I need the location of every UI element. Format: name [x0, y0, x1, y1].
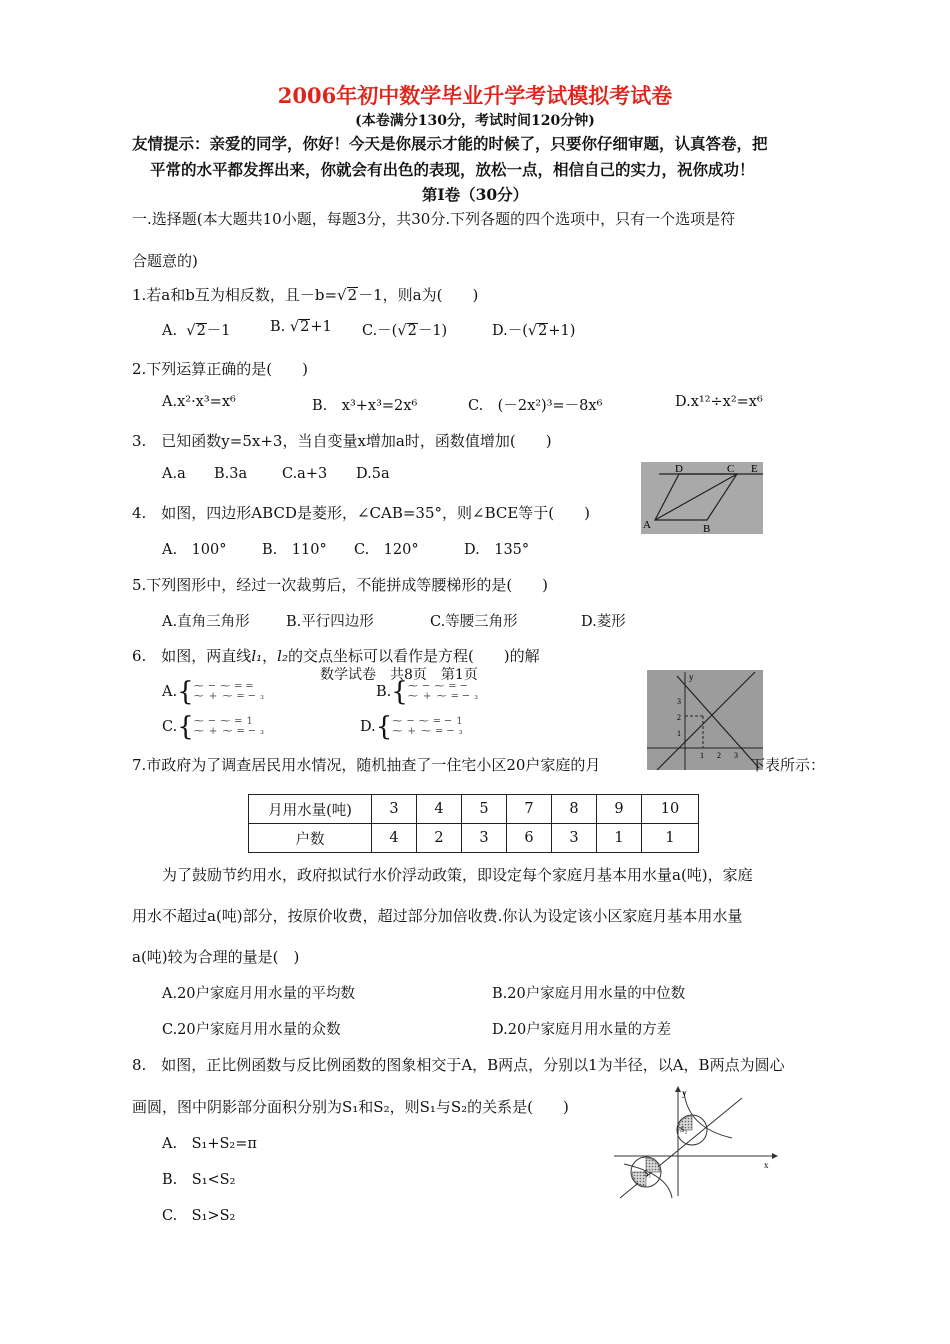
q3-option-b[interactable]: B.3a	[214, 466, 248, 482]
q6-stem	[132, 645, 540, 666]
q8-option-a[interactable]: A. S₁+S₂=π	[162, 1136, 257, 1152]
q1-option-c-root: 2	[407, 323, 417, 339]
page-title: 2006年初中数学毕业升学考试模拟考试卷	[277, 83, 673, 108]
q8-option-b[interactable]: B. S₁<S₂	[162, 1172, 236, 1188]
table-cell: 1	[597, 824, 642, 853]
tip-line-2: 平常的水平都发挥出来，你就会有出色的表现，放松一点，相信自己的实力，祝你成功！	[150, 160, 755, 179]
table-cell: 6	[507, 824, 552, 853]
two-lines-figure	[647, 670, 763, 770]
table-cell: 3	[372, 795, 417, 824]
q6-stem-a: 6. 如图，两直线	[132, 647, 252, 665]
q7-option-c[interactable]: C.20户家庭月用水量的众数	[162, 1022, 341, 1038]
tick-y3: 3	[677, 697, 681, 706]
q5-stem: 5.下列图形中，经过一次裁剪后，不能拼成等腰梯形的是( )	[132, 576, 549, 594]
instructions-line-1: 一.选择题(本大题共10小题，每题3分，共30分.下列各题的四个选项中，只有一个选项是符	[132, 210, 736, 228]
water-usage-table	[248, 794, 699, 853]
q4-option-b[interactable]: B. 110°	[262, 542, 327, 558]
instructions-line-2: 合题意的)	[132, 252, 198, 270]
figure-background	[647, 670, 763, 770]
q6-option-b[interactable]	[376, 679, 479, 705]
q1-stem-b: －1，则a为( )	[358, 286, 479, 304]
q7-option-a[interactable]: A.20户家庭月用水量的平均数	[162, 986, 356, 1002]
label-s2: S₂	[680, 1125, 688, 1134]
q6-option-c[interactable]	[162, 714, 265, 740]
brace-icon: {	[177, 712, 194, 742]
q1-option-b-root: 2	[300, 319, 310, 335]
table-row	[249, 795, 699, 824]
line-l2-label: l₂	[277, 647, 288, 665]
q1-option-d-rest: +1)	[548, 323, 576, 339]
table-cell: 5	[462, 795, 507, 824]
q1-root: 2	[347, 286, 358, 304]
q2-option-a[interactable]: A.x²·x³=x⁶	[162, 394, 236, 410]
table-cell: 9	[597, 795, 642, 824]
q7-para-3: a(吨)较为合理的量是( )	[132, 948, 300, 966]
q4-stem: 4. 如图，四边形ABCD是菱形，∠CAB=35°，则∠BCE等于( )	[132, 504, 591, 522]
q7-para-1: 为了鼓励节约用水，政府拟试行水价浮动政策，即设定每个家庭月基本用水量a(吨)，家庭	[162, 866, 753, 884]
rhombus-figure	[641, 462, 763, 534]
axis-y-label: y	[689, 672, 694, 682]
tick-x2: 2	[717, 751, 721, 760]
q8-stem-1: 8. 如图，正比例函数与反比例函数的图象相交于A，B两点，分别以1为半径，以A，B两点为圆心	[132, 1056, 785, 1074]
exam-info: (本卷满分130分，考试时间120分钟)	[355, 113, 595, 129]
q1-option-c-rest: －1)	[417, 323, 448, 339]
section-heading: 第Ⅰ卷（30分）	[421, 185, 529, 204]
figure-background	[641, 462, 763, 534]
line-l1-label: l₁	[251, 647, 263, 665]
equation-system-icon: ⁓ ─ ⁓ ═ ─ 1 ⁓ + ⁓ ═ ─ ₃	[392, 716, 464, 737]
brace-icon: {	[177, 677, 194, 707]
q2-stem: 2.下列运算正确的是( )	[132, 360, 309, 378]
q1-option-d[interactable]: D.－(√2+1)	[492, 323, 576, 339]
axis-x-label: x	[764, 1160, 769, 1170]
table-cell: 8	[552, 795, 597, 824]
q1-option-d-label: D.－(	[492, 323, 528, 339]
q8-stem-2: 画圆，图中阴影部分面积分别为S₁和S₂，则S₁与S₂的关系是( )	[132, 1098, 569, 1116]
table-cell: 10	[642, 795, 699, 824]
axis-y-label: y	[682, 1088, 687, 1098]
q1-option-c[interactable]: C.－(√2－1)	[362, 323, 448, 339]
q1-option-a[interactable]: A. √2－1	[162, 323, 231, 339]
label-a: A	[643, 519, 651, 531]
label-d: D	[675, 463, 683, 475]
q4-option-d[interactable]: D. 135°	[464, 542, 530, 558]
q2-option-b[interactable]: B. x³+x³=2x⁶	[312, 398, 418, 414]
q1-option-b-rest: +1	[310, 319, 332, 335]
q7-stem-a: 7.市政府为了调查居民用水情况，随机抽查了一住宅小区20户家庭的月	[132, 756, 601, 774]
q1-option-a-rest: －1	[206, 323, 231, 339]
table-cell: 4	[417, 795, 462, 824]
tick-x1: 1	[700, 751, 704, 760]
q6-option-b-label: B.	[376, 684, 392, 700]
label-s1: S₁	[644, 1169, 652, 1178]
brace-icon: {	[391, 677, 408, 707]
q3-option-a[interactable]: A.a	[162, 466, 186, 482]
sqrt-symbol: √	[337, 286, 347, 304]
q8-option-c[interactable]: C. S₁>S₂	[162, 1208, 236, 1224]
row-header: 户数	[249, 824, 372, 853]
q6-option-c-label: C.	[162, 719, 178, 735]
q2-option-c[interactable]: C. (－2x²)³=－8x⁶	[468, 398, 603, 414]
q6-option-a-label: A.	[162, 684, 178, 700]
table-cell: 4	[372, 824, 417, 853]
q6-comma: ，	[262, 647, 278, 665]
q1-option-d-root: 2	[538, 323, 548, 339]
q3-option-d[interactable]: D.5a	[356, 466, 390, 482]
tick-y1: 1	[677, 729, 681, 738]
equation-system-icon: ⁓ ─ ⁓ ═ 1 ⁓ + ⁓ ═ ─ ₃	[193, 716, 266, 737]
equation-system-icon: ⁓ ─ ⁓ ═ ═ ⁓ + ⁓ ═ ─ ₃	[193, 681, 265, 702]
q1-option-b[interactable]: B. √2+1	[270, 319, 332, 335]
q1-option-a-label: A.	[162, 323, 178, 339]
table-cell: 7	[507, 795, 552, 824]
q5-option-d[interactable]: D.菱形	[581, 614, 626, 630]
q2-option-d[interactable]: D.x¹²÷x²=x⁶	[675, 394, 763, 410]
q6-stem-b: 的交点坐标可以看作是方程( )的解	[287, 647, 540, 665]
table-cell: 3	[552, 824, 597, 853]
row-header: 月用水量(吨)	[249, 795, 372, 824]
table-cell: 1	[642, 824, 699, 853]
q7-para-2: 用水不超过a(吨)部分，按原价收费，超过部分加倍收费.你认为设定该小区家庭月基本用水量	[132, 907, 743, 925]
q4-option-a[interactable]: A. 100°	[162, 542, 227, 558]
q7-option-b[interactable]: B.20户家庭月用水量的中位数	[492, 986, 686, 1002]
label-b: B	[703, 523, 711, 534]
q1-option-c-label: C.－(	[362, 323, 398, 339]
q7-option-d[interactable]: D.20户家庭月用水量的方差	[492, 1022, 672, 1038]
page-footer: 数学试卷 共8页 第1页	[320, 667, 478, 683]
table-cell: 2	[417, 824, 462, 853]
q1-stem-a: 1.若a和b互为相反数，且－b=	[132, 286, 338, 304]
q6-option-a[interactable]	[162, 679, 265, 705]
tick-x3: 3	[734, 751, 738, 760]
tick-y2: 2	[677, 713, 681, 722]
brace-icon: {	[375, 712, 393, 742]
proportional-function-figure	[612, 1084, 778, 1200]
q6-option-d[interactable]	[360, 714, 464, 740]
q3-option-c[interactable]: C.a+3	[282, 466, 328, 482]
q5-option-a[interactable]: A.直角三角形	[162, 614, 250, 630]
q3-stem: 3. 已知函数y=5x+3，当自变量x增加a时，函数值增加( )	[132, 432, 552, 450]
q4-option-c[interactable]: C. 120°	[354, 542, 419, 558]
q5-option-b[interactable]: B.平行四边形	[286, 614, 374, 630]
table-row	[249, 824, 699, 853]
label-e: E	[751, 463, 758, 475]
q1-option-a-root: 2	[196, 323, 206, 339]
table-cell: 3	[462, 824, 507, 853]
q1-option-b-label: B.	[270, 319, 286, 335]
q5-option-c[interactable]: C.等腰三角形	[430, 614, 518, 630]
equation-system-icon: ⁓ ─ ⁓ ═ ─ ⁓ + ⁓ ═ ─ ₃	[407, 681, 480, 702]
tip-line-1: 友情提示：亲爱的同学，你好！今天是你展示才能的时候了，只要你仔细审题，认真答卷，把	[132, 134, 768, 153]
label-c: C	[727, 463, 735, 475]
q1-stem	[132, 284, 478, 305]
q6-option-d-label: D.	[360, 719, 376, 735]
q7-stem-b: 下表所示：	[750, 756, 826, 774]
